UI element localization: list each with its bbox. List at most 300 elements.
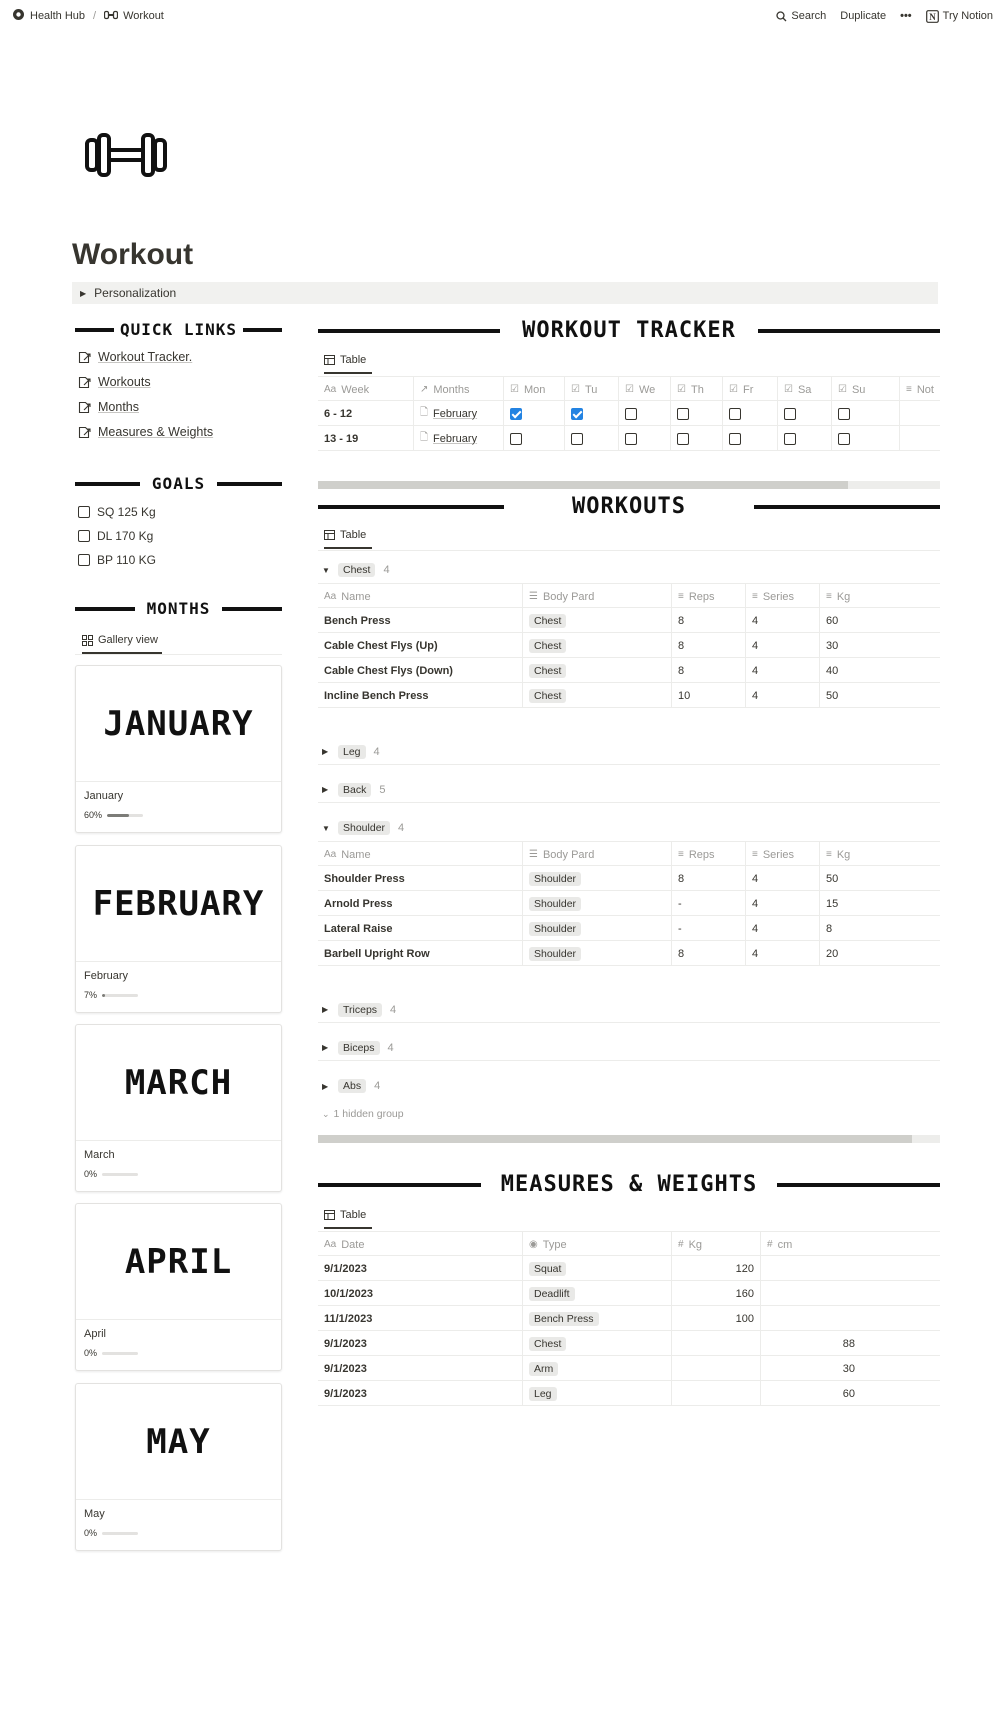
gallery-view-tab[interactable] (82, 634, 162, 654)
months-header (75, 599, 282, 618)
body-part-tag: Shoulder (529, 922, 581, 936)
search-button[interactable] (776, 10, 826, 22)
goal-checkbox[interactable] (78, 530, 90, 542)
group-toggle-open-icon[interactable]: ▼ (322, 565, 330, 575)
header-su[interactable] (832, 377, 900, 402)
week-cell[interactable]: 6 - 12 (318, 401, 414, 426)
header-label: Name (341, 848, 371, 861)
goal-checkbox[interactable] (78, 506, 90, 518)
group-toggle-closed-icon[interactable]: ▶ (322, 1043, 329, 1052)
kg-cell[interactable] (672, 1356, 761, 1381)
header-label: cm (777, 1238, 793, 1251)
day-checkbox[interactable] (729, 433, 741, 445)
day-checkbox[interactable] (838, 408, 850, 420)
exercise-name[interactable]: Arnold Press (318, 891, 523, 916)
header-label: Su (851, 383, 866, 396)
table-row[interactable] (318, 633, 940, 658)
page-icon: 🗋 (420, 407, 429, 418)
body-part-cell[interactable] (523, 916, 672, 941)
group-name: Back (338, 783, 371, 797)
header-rule (222, 607, 282, 611)
type-tag: Arm (529, 1362, 558, 1376)
type-cell[interactable] (523, 1381, 672, 1406)
header-sa[interactable] (778, 377, 832, 402)
table-icon (324, 355, 335, 365)
header-rule (217, 482, 282, 486)
quick-link-measures-weights[interactable] (78, 425, 213, 439)
scrollbar-thumb[interactable] (318, 1135, 912, 1143)
type-cell[interactable] (523, 1281, 672, 1306)
goal-checkbox[interactable] (78, 554, 90, 566)
shoulder-table (318, 841, 940, 966)
text-property-icon: ≡ (752, 591, 758, 602)
quick-link-label: Workouts (98, 375, 151, 389)
kg-cell[interactable]: 40 (826, 664, 839, 677)
header-kg[interactable] (820, 842, 940, 867)
kg-cell[interactable]: 20 (826, 947, 839, 960)
header-tu[interactable] (565, 377, 619, 402)
day-checkbox[interactable] (625, 408, 637, 420)
reps-cell[interactable]: 8 (672, 866, 746, 891)
measures-weights-table (318, 1231, 940, 1406)
table-header-row (318, 376, 940, 401)
notes-cell[interactable] (900, 426, 940, 451)
checkbox-property-icon: ☑ (838, 384, 847, 395)
reps-cell[interactable]: - (672, 916, 746, 941)
header-type[interactable] (523, 1232, 672, 1257)
health-hub-icon (12, 8, 25, 24)
body-part-cell[interactable] (523, 658, 672, 683)
title-property-icon: Aa (324, 591, 337, 602)
multi-select-icon: ☰ (529, 849, 538, 860)
header-label: Body Pard (542, 590, 595, 603)
text-property-icon: ≡ (678, 591, 684, 602)
day-cell (832, 426, 900, 451)
notion-logo-icon (926, 10, 939, 23)
day-cell (778, 426, 832, 451)
body-part-cell[interactable] (523, 683, 672, 708)
date-cell[interactable]: 10/1/2023 (318, 1281, 523, 1306)
series-cell[interactable]: 4 (746, 608, 820, 633)
header-series[interactable] (746, 584, 820, 609)
table-row[interactable] (318, 866, 940, 891)
header-label: Fr (742, 383, 754, 396)
body-part-tag: Chest (529, 689, 566, 703)
workouts-tab-divider (318, 550, 940, 551)
day-checkbox[interactable] (784, 433, 796, 445)
workout-tracker-table (318, 376, 940, 451)
month-name: January (84, 790, 124, 802)
kg-cell[interactable]: 50 (826, 689, 839, 702)
table-row[interactable] (318, 401, 940, 426)
month-name: April (84, 1328, 107, 1340)
header-rule (754, 505, 940, 509)
header-label: Not (916, 383, 934, 396)
month-name: March (84, 1149, 115, 1161)
header-label: Tu (584, 383, 598, 396)
header-label: Type (542, 1238, 567, 1251)
body-part-cell[interactable] (523, 608, 672, 633)
group-count: 4 (398, 822, 405, 834)
body-part-cell[interactable] (523, 891, 672, 916)
group-name: Abs (338, 1079, 366, 1093)
kg-cell[interactable]: 100 (672, 1306, 761, 1331)
group-name: Leg (338, 745, 366, 759)
checkbox-property-icon: ☑ (571, 384, 580, 395)
body-part-tag: Chest (529, 639, 566, 653)
header-mon[interactable] (504, 377, 565, 402)
kg-cell[interactable]: 15 (826, 897, 839, 910)
series-cell[interactable]: 4 (746, 658, 820, 683)
progress-fill (102, 994, 105, 997)
kg-cell[interactable]: 30 (826, 639, 839, 652)
breadcrumb (12, 8, 164, 24)
exercise-name[interactable]: Barbell Upright Row (318, 941, 523, 966)
group-toggle-closed-icon[interactable]: ▶ (322, 785, 329, 794)
day-checkbox[interactable] (571, 408, 583, 420)
title-property-icon: Aa (324, 849, 337, 860)
scrollbar-thumb[interactable] (318, 481, 848, 489)
table-view-label: Table (340, 1209, 367, 1221)
quick-link-workout-tracker[interactable] (78, 350, 192, 364)
group-triceps[interactable] (318, 997, 940, 1023)
progress-bar (107, 814, 143, 817)
goals-header (75, 474, 282, 493)
hidden-groups-toggle[interactable] (322, 1108, 404, 1120)
header-name[interactable] (318, 842, 523, 867)
kg-cell[interactable]: 60 (826, 614, 839, 627)
reps-cell[interactable]: 8 (672, 608, 746, 633)
header-months[interactable] (414, 377, 504, 402)
month-progress (84, 1348, 138, 1358)
month-relation-cell[interactable] (414, 426, 504, 451)
duplicate-button[interactable]: Duplicate (840, 10, 887, 22)
cm-cell[interactable]: 60 (842, 1387, 855, 1400)
series-cell[interactable]: 4 (746, 941, 820, 966)
group-toggle-open-icon[interactable]: ▼ (322, 823, 330, 833)
table-row[interactable] (318, 1356, 940, 1381)
header-kg[interactable] (672, 1232, 761, 1257)
week-cell[interactable]: 13 - 19 (318, 426, 414, 451)
reps-cell[interactable]: 8 (672, 633, 746, 658)
table-row[interactable] (318, 683, 940, 708)
month-relation-cell[interactable] (414, 401, 504, 426)
header-label: Kg (836, 590, 851, 603)
day-cell (504, 426, 565, 451)
exercise-name[interactable]: Incline Bench Press (318, 683, 523, 708)
kg-cell[interactable] (672, 1381, 761, 1406)
header-rule (758, 329, 940, 333)
kg-cell[interactable] (672, 1331, 761, 1356)
type-cell[interactable] (523, 1306, 672, 1331)
month-name: May (84, 1508, 105, 1520)
header-label: Series (762, 848, 795, 861)
personalization-label: Personalization (94, 286, 177, 300)
group-back[interactable] (318, 777, 940, 803)
date-cell[interactable]: 11/1/2023 (318, 1306, 523, 1331)
goal-item (78, 505, 156, 519)
day-cell (671, 426, 723, 451)
group-count: 5 (379, 783, 386, 796)
workouts-title: WORKOUTS (572, 494, 686, 519)
type-cell[interactable] (523, 1356, 672, 1381)
series-cell[interactable]: 4 (746, 633, 820, 658)
month-cover: APRIL (76, 1204, 281, 1320)
table-row[interactable] (318, 941, 940, 966)
body-part-tag: Shoulder (529, 872, 581, 886)
header-rule (318, 329, 500, 333)
month-cover: FEBRUARY (76, 846, 281, 962)
cm-cell[interactable]: 30 (842, 1362, 855, 1375)
body-part-cell[interactable] (523, 941, 672, 966)
measures-table-tab[interactable] (324, 1209, 372, 1229)
table-view-label: Table (340, 354, 367, 366)
checkbox-property-icon: ☑ (784, 384, 793, 395)
day-checkbox[interactable] (677, 433, 689, 445)
month-cover: MARCH (76, 1025, 281, 1141)
group-count: 4 (387, 1041, 394, 1054)
month-cover: MAY (76, 1384, 281, 1500)
date-cell[interactable]: 9/1/2023 (318, 1331, 523, 1356)
day-cell (565, 401, 619, 426)
type-cell[interactable] (523, 1331, 672, 1356)
month-progress (84, 990, 138, 1000)
workout-tracker-header (318, 318, 940, 343)
quick-link-workouts[interactable] (78, 375, 151, 389)
type-cell[interactable] (523, 1256, 672, 1281)
body-part-cell[interactable] (523, 866, 672, 891)
table-row[interactable] (318, 426, 940, 451)
dumbbell-small-icon (104, 10, 118, 23)
table-row[interactable] (318, 1331, 940, 1356)
type-tag: Squat (529, 1262, 566, 1276)
header-label: Date (341, 1238, 365, 1251)
group-toggle-closed-icon[interactable]: ▶ (322, 747, 329, 756)
month-cover: JANUARY (76, 666, 281, 782)
reps-cell[interactable]: 10 (672, 683, 746, 708)
body-part-tag: Shoulder (529, 947, 581, 961)
series-cell[interactable]: 4 (746, 916, 820, 941)
header-date[interactable] (318, 1232, 523, 1257)
quick-links-header (75, 320, 282, 339)
type-tag: Leg (529, 1387, 557, 1401)
group-toggle-closed-icon[interactable]: ▶ (322, 1005, 329, 1014)
header-rule (75, 328, 114, 332)
relation-arrow-icon: ↗ (420, 384, 429, 395)
gallery-grid-icon (82, 635, 93, 646)
progress-bar (102, 1352, 138, 1355)
select-property-icon: ◉ (529, 1239, 538, 1250)
header-kg[interactable] (820, 584, 940, 609)
tracker-table-tab[interactable] (324, 354, 372, 374)
day-checkbox[interactable] (677, 408, 689, 420)
quick-link-label: Months (98, 400, 139, 414)
table-view-label: Table (340, 529, 367, 541)
day-checkbox[interactable] (510, 408, 522, 420)
header-label: Body Pard (542, 848, 595, 861)
header-reps[interactable] (672, 842, 746, 867)
group-count: 4 (374, 1080, 381, 1092)
text-property-icon: ≡ (826, 591, 832, 602)
day-checkbox[interactable] (729, 408, 741, 420)
header-th[interactable] (671, 377, 723, 402)
group-toggle-closed-icon[interactable]: ▶ (322, 1081, 329, 1091)
table-row[interactable] (318, 891, 940, 916)
progress-label: 0% (84, 1528, 98, 1538)
header-body-part[interactable] (523, 842, 672, 867)
body-part-tag: Shoulder (529, 897, 581, 911)
header-name[interactable] (318, 584, 523, 609)
month-card-may[interactable] (75, 1383, 282, 1551)
cm-cell[interactable] (761, 1306, 861, 1331)
exercise-name[interactable]: Cable Chest Flys (Up) (318, 633, 523, 658)
text-property-icon: ≡ (752, 849, 758, 860)
date-cell[interactable]: 9/1/2023 (318, 1381, 523, 1406)
header-label: Series (762, 590, 795, 603)
header-label: We (638, 383, 656, 396)
group-biceps[interactable] (318, 1035, 940, 1061)
more-icon[interactable]: ••• (900, 10, 912, 22)
day-checkbox[interactable] (510, 433, 522, 445)
month-card-march[interactable] (75, 1024, 282, 1192)
checkbox-property-icon: ☑ (729, 384, 738, 395)
month-relation-label: February (433, 407, 478, 420)
group-count: 4 (373, 745, 380, 758)
table-row[interactable] (318, 1306, 940, 1331)
reps-cell[interactable]: 8 (672, 658, 746, 683)
day-checkbox[interactable] (838, 433, 850, 445)
table-row[interactable] (318, 1256, 940, 1281)
group-name: Shoulder (338, 821, 390, 835)
date-cell[interactable]: 9/1/2023 (318, 1256, 523, 1281)
checkbox-property-icon: ☑ (510, 384, 519, 395)
type-tag: Chest (529, 1337, 566, 1351)
workouts-horizontal-scrollbar[interactable] (318, 1135, 940, 1143)
day-checkbox[interactable] (784, 408, 796, 420)
series-cell[interactable]: 4 (746, 891, 820, 916)
text-property-icon: ≡ (678, 849, 684, 860)
svg-text:N: N (928, 11, 936, 22)
day-checkbox[interactable] (571, 433, 583, 445)
header-label: Mon (523, 383, 546, 396)
month-card-february[interactable] (75, 845, 282, 1013)
table-row[interactable] (318, 658, 940, 683)
header-we[interactable] (619, 377, 671, 402)
header-fr[interactable] (723, 377, 778, 402)
month-progress (84, 1528, 138, 1538)
workout-tracker-title: WORKOUT TRACKER (522, 318, 736, 343)
kg-cell[interactable]: 160 (672, 1281, 761, 1306)
group-name: Biceps (338, 1041, 380, 1055)
header-cm[interactable] (761, 1232, 940, 1257)
workouts-table-tab[interactable] (324, 529, 372, 549)
personalization-toggle[interactable] (72, 282, 938, 304)
table-row[interactable] (318, 608, 940, 633)
chevron-down-icon: ⌄ (322, 1109, 330, 1119)
body-part-tag: Chest (529, 664, 566, 678)
kg-cell[interactable]: 50 (826, 872, 839, 885)
chest-table (318, 583, 940, 708)
table-row[interactable] (318, 1281, 940, 1306)
search-label: Search (791, 10, 827, 22)
toggle-triangle-icon: ▶ (80, 288, 87, 298)
page-link-icon (78, 426, 92, 439)
try-notion-button[interactable] (926, 10, 993, 23)
quick-link-label: Workout Tracker. (98, 350, 193, 364)
day-checkbox[interactable] (625, 433, 637, 445)
series-cell[interactable]: 4 (746, 866, 820, 891)
progress-label: 0% (84, 1169, 98, 1179)
group-chest[interactable] (318, 557, 940, 583)
kg-cell[interactable]: 8 (826, 922, 833, 935)
kg-cell[interactable]: 120 (672, 1256, 761, 1281)
table-header-row (318, 583, 940, 608)
month-relation-label: February (433, 432, 478, 445)
measures-weights-title: MEASURES & WEIGHTS (500, 1172, 758, 1197)
month-card-january[interactable] (75, 665, 282, 833)
quick-link-months[interactable] (78, 400, 139, 414)
body-part-cell[interactable] (523, 633, 672, 658)
cm-cell[interactable]: 88 (842, 1337, 855, 1350)
header-notes[interactable] (900, 377, 940, 402)
header-reps[interactable] (672, 584, 746, 609)
progress-label: 7% (84, 990, 98, 1000)
table-icon (324, 530, 335, 540)
measures-weights-header (318, 1172, 940, 1197)
group-name: Chest (338, 563, 375, 577)
month-card-april[interactable] (75, 1203, 282, 1371)
date-cell[interactable]: 9/1/2023 (318, 1356, 523, 1381)
header-week[interactable] (318, 377, 414, 402)
table-row[interactable] (318, 916, 940, 941)
goal-label: SQ 125 Kg (97, 505, 156, 519)
header-series[interactable] (746, 842, 820, 867)
page-link-icon (78, 351, 92, 364)
exercise-name[interactable]: Bench Press (318, 608, 523, 633)
day-cell (723, 401, 778, 426)
title-property-icon: Aa (324, 1239, 337, 1250)
header-rule (75, 607, 135, 611)
number-property-icon: # (678, 1239, 684, 1250)
exercise-name[interactable]: Lateral Raise (318, 916, 523, 941)
reps-cell[interactable]: 8 (672, 941, 746, 966)
checkbox-property-icon: ☑ (625, 384, 634, 395)
cm-cell[interactable] (761, 1281, 861, 1306)
exercise-name[interactable]: Shoulder Press (318, 866, 523, 891)
header-body-part[interactable] (523, 584, 672, 609)
reps-cell[interactable]: - (672, 891, 746, 916)
number-property-icon: # (767, 1239, 773, 1250)
breadcrumb-current[interactable]: Workout (123, 10, 164, 22)
tracker-horizontal-scrollbar[interactable] (318, 481, 940, 489)
group-shoulder[interactable] (318, 815, 940, 841)
group-abs[interactable] (318, 1073, 940, 1099)
progress-bar (102, 1173, 138, 1176)
table-row[interactable] (318, 1381, 940, 1406)
day-cell (619, 426, 671, 451)
goals-title: GOALS (151, 474, 206, 493)
breadcrumb-parent[interactable]: Health Hub (30, 10, 86, 22)
header-label: Reps (688, 848, 715, 861)
cm-cell[interactable] (761, 1256, 861, 1281)
group-leg[interactable] (318, 739, 940, 765)
search-icon (776, 11, 787, 22)
text-property-icon: ≡ (906, 384, 912, 395)
table-header-row (318, 841, 940, 866)
series-cell[interactable]: 4 (746, 683, 820, 708)
notes-cell[interactable] (900, 401, 940, 426)
exercise-name[interactable]: Cable Chest Flys (Down) (318, 658, 523, 683)
